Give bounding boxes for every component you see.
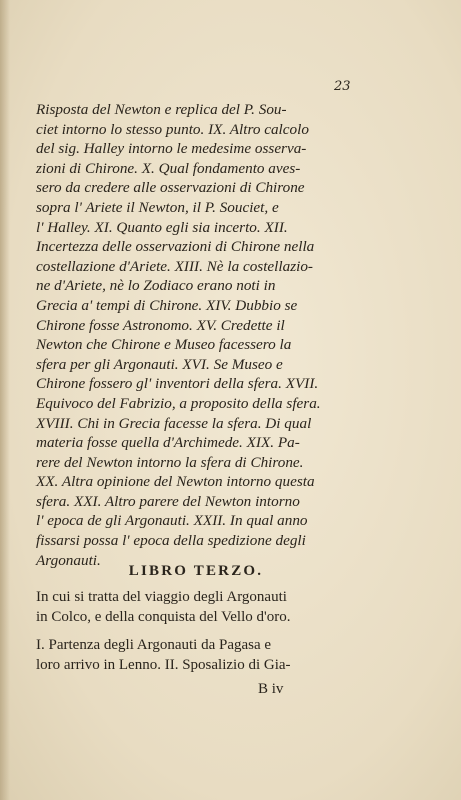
text-line: l' epoca de gli Argonauti. XXII. In qual anno — [36, 512, 308, 530]
page-binding-shadow — [0, 0, 10, 800]
text-line: ne d'Ariete, nè lo Zodiaco erano noti in — [36, 277, 276, 295]
chapter-list — [36, 636, 366, 675]
text-line: Equivoco del Fabrizio, a proposito della sfera. — [36, 394, 321, 412]
text-line: sero da credere alle osservazioni di Chirone — [36, 179, 305, 197]
text-line: Risposta del Newton e replica del P. Sou- — [36, 101, 287, 118]
summary-line: in Colco, e della conquista del Vello d'oro. — [36, 609, 291, 625]
book-heading: LIBRO TERZO. — [128, 563, 264, 579]
text-line: rere del Newton intorno la sfera di Chirone. — [36, 453, 304, 471]
text-line: Chirone fossero gl' inventori della sfera. XVII. — [36, 375, 319, 393]
text-line: Chirone fosse Astronomo. XV. Credette il — [36, 316, 285, 334]
page-number: 23 — [334, 79, 351, 94]
text-line: Newton che Chirone e Museo facessero la — [36, 336, 292, 354]
summary-line: In cui si tratta del viaggio degli Argonauti — [36, 589, 287, 605]
text-line: Incertezza delle osservazioni di Chirone nella — [36, 238, 315, 256]
text-line: materia fosse quella d'Archimede. XIX. Pa- — [36, 434, 300, 452]
book-summary — [36, 587, 366, 627]
text-line: Grecia a' tempi di Chirone. XIV. Dubbio se — [36, 296, 298, 314]
chapter-line: loro arrivo in Lenno. II. Sposalizio di Gia- — [36, 656, 291, 673]
text-line: zioni di Chirone. X. Qual fondamento aves- — [36, 159, 301, 177]
text-line: XX. Altra opinione del Newton intorno questa — [36, 473, 315, 491]
text-line: l' Halley. XI. Quanto egli sia incerto. XII. — [36, 218, 288, 236]
text-line: ciet intorno lo stesso punto. IX. Altro calcolo — [36, 120, 309, 138]
text-line: costellazione d'Ariete. XIII. Nè la costellazio- — [36, 257, 313, 275]
text-line: sfera per gli Argonauti. XVI. Se Museo e — [36, 355, 283, 373]
text-line: sopra l' Ariete il Newton, il P. Souciet, e — [36, 198, 279, 216]
text-line: del sig. Halley intorno le medesime osserva- — [36, 140, 307, 158]
text-line: sfera. XXI. Altro parere del Newton intorno — [36, 492, 300, 510]
table-of-contents-body — [36, 100, 366, 570]
signature-mark: B iv — [258, 681, 284, 697]
text-line: fissarsi possa l' epoca della spedizione degli — [36, 532, 306, 550]
chapter-line: I. Partenza degli Argonauti da Pagasa e — [36, 637, 272, 653]
text-line: Argonauti. — [36, 551, 101, 569]
text-line: XVIII. Chi in Grecia facesse la sfera. Di qual — [36, 414, 312, 432]
